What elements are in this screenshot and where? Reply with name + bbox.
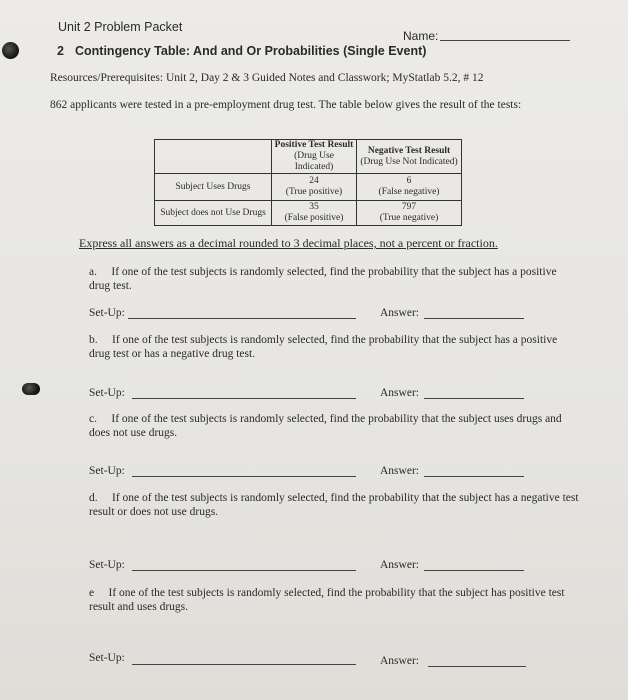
col-header-positive-line2: (Drug Use Indicated) [294, 151, 334, 172]
table-header-row [155, 140, 462, 174]
setup-field-c[interactable] [132, 476, 356, 477]
question-a [89, 265, 569, 293]
question-d [89, 491, 579, 519]
table-row [155, 201, 462, 226]
col-header-positive [272, 140, 357, 174]
col-header-negative-line1: Negative Test Result [367, 145, 451, 156]
name-field[interactable] [440, 40, 570, 41]
question-text: If one of the test subjects is randomly selected, find the probability that the subject has positive test result and uses drugs. [89, 587, 565, 613]
answer-label: Answer: [380, 559, 419, 571]
question-letter: c. [89, 413, 97, 425]
answer-label: Answer: [380, 465, 419, 477]
cell-note: (False negative) [378, 187, 440, 197]
cell-false-negative [357, 174, 462, 201]
setup-field-e[interactable] [132, 664, 356, 665]
answer-field-b[interactable] [424, 398, 524, 399]
cell-note: (False positive) [284, 213, 344, 223]
setup-label: Set-Up: [89, 465, 125, 477]
row-label-no-drugs: Subject does not Use Drugs [155, 201, 272, 226]
cell-value: 35 [309, 202, 319, 212]
col-header-negative-line2: (Drug Use Not Indicated) [360, 156, 458, 167]
question-text: If one of the test subjects is randomly selected, find the probability that the subject has a negative test result or does not use drugs. [89, 492, 579, 518]
answer-label: Answer: [380, 307, 419, 319]
answer-field-c[interactable] [424, 476, 524, 477]
setup-label: Set-Up: [89, 307, 125, 319]
problem-title: Contingency Table: And and Or Probabilities (Single Event) [75, 44, 427, 58]
table-corner-cell [155, 140, 272, 174]
cell-value: 24 [309, 176, 319, 186]
packet-title: Unit 2 Problem Packet [58, 20, 183, 34]
setup-label: Set-Up: [89, 559, 125, 571]
answer-field-a[interactable] [424, 318, 524, 319]
resources-line [50, 72, 483, 84]
binder-hole-top [2, 42, 19, 59]
setup-field-d[interactable] [132, 570, 356, 571]
question-letter: e [89, 587, 95, 599]
binder-hole-bottom [22, 383, 40, 395]
setup-field-a[interactable] [128, 318, 356, 319]
resources-label: Resources/Prerequisites: [50, 72, 164, 84]
resources-text: Unit 2, Day 2 & 3 Guided Notes and Classwork; MyStatlab 5.2, # 12 [165, 72, 484, 84]
cell-note: (True negative) [379, 213, 439, 223]
question-text: If one of the test subjects is randomly selected, find the probability that the subject uses drugs and does not use drugs. [89, 413, 562, 439]
cell-value: 6 [406, 176, 412, 186]
answer-field-d[interactable] [424, 570, 524, 571]
contingency-table [154, 139, 462, 226]
col-header-positive-line1: Positive Test Result [274, 140, 354, 150]
answer-field-e[interactable] [428, 666, 526, 667]
question-text: If one of the test subjects is randomly selected, find the probability that the subject has a positive drug test or has a negative drug test. [89, 334, 558, 360]
question-letter: a. [89, 266, 97, 278]
name-label: Name: [403, 29, 439, 43]
answer-label: Answer: [380, 655, 419, 667]
table-row [155, 174, 462, 201]
cell-true-negative [357, 201, 462, 226]
cell-false-positive [272, 201, 357, 226]
question-e [89, 586, 579, 614]
answer-label: Answer: [380, 387, 419, 399]
question-c [89, 412, 579, 440]
question-letter: d. [89, 492, 98, 504]
question-text: If one of the test subjects is randomly selected, find the probability that the subject has a positive drug test. [89, 266, 557, 292]
question-letter: b. [89, 334, 98, 346]
instructions: Express all answers as a decimal rounded to 3 decimal places, not a percent or fraction. [79, 236, 498, 250]
question-b [89, 333, 569, 361]
row-label-uses-drugs: Subject Uses Drugs [155, 174, 272, 201]
setup-label: Set-Up: [89, 652, 125, 664]
setup-field-b[interactable] [132, 398, 356, 399]
problem-number: 2 [57, 44, 64, 58]
cell-true-positive [272, 174, 357, 201]
intro-text: 862 applicants were tested in a pre-employment drug test. The table below gives the result of the tests: [50, 99, 522, 111]
cell-note: (True positive) [285, 187, 343, 197]
cell-value: 797 [401, 202, 417, 212]
col-header-negative [357, 140, 462, 174]
setup-label: Set-Up: [89, 387, 125, 399]
